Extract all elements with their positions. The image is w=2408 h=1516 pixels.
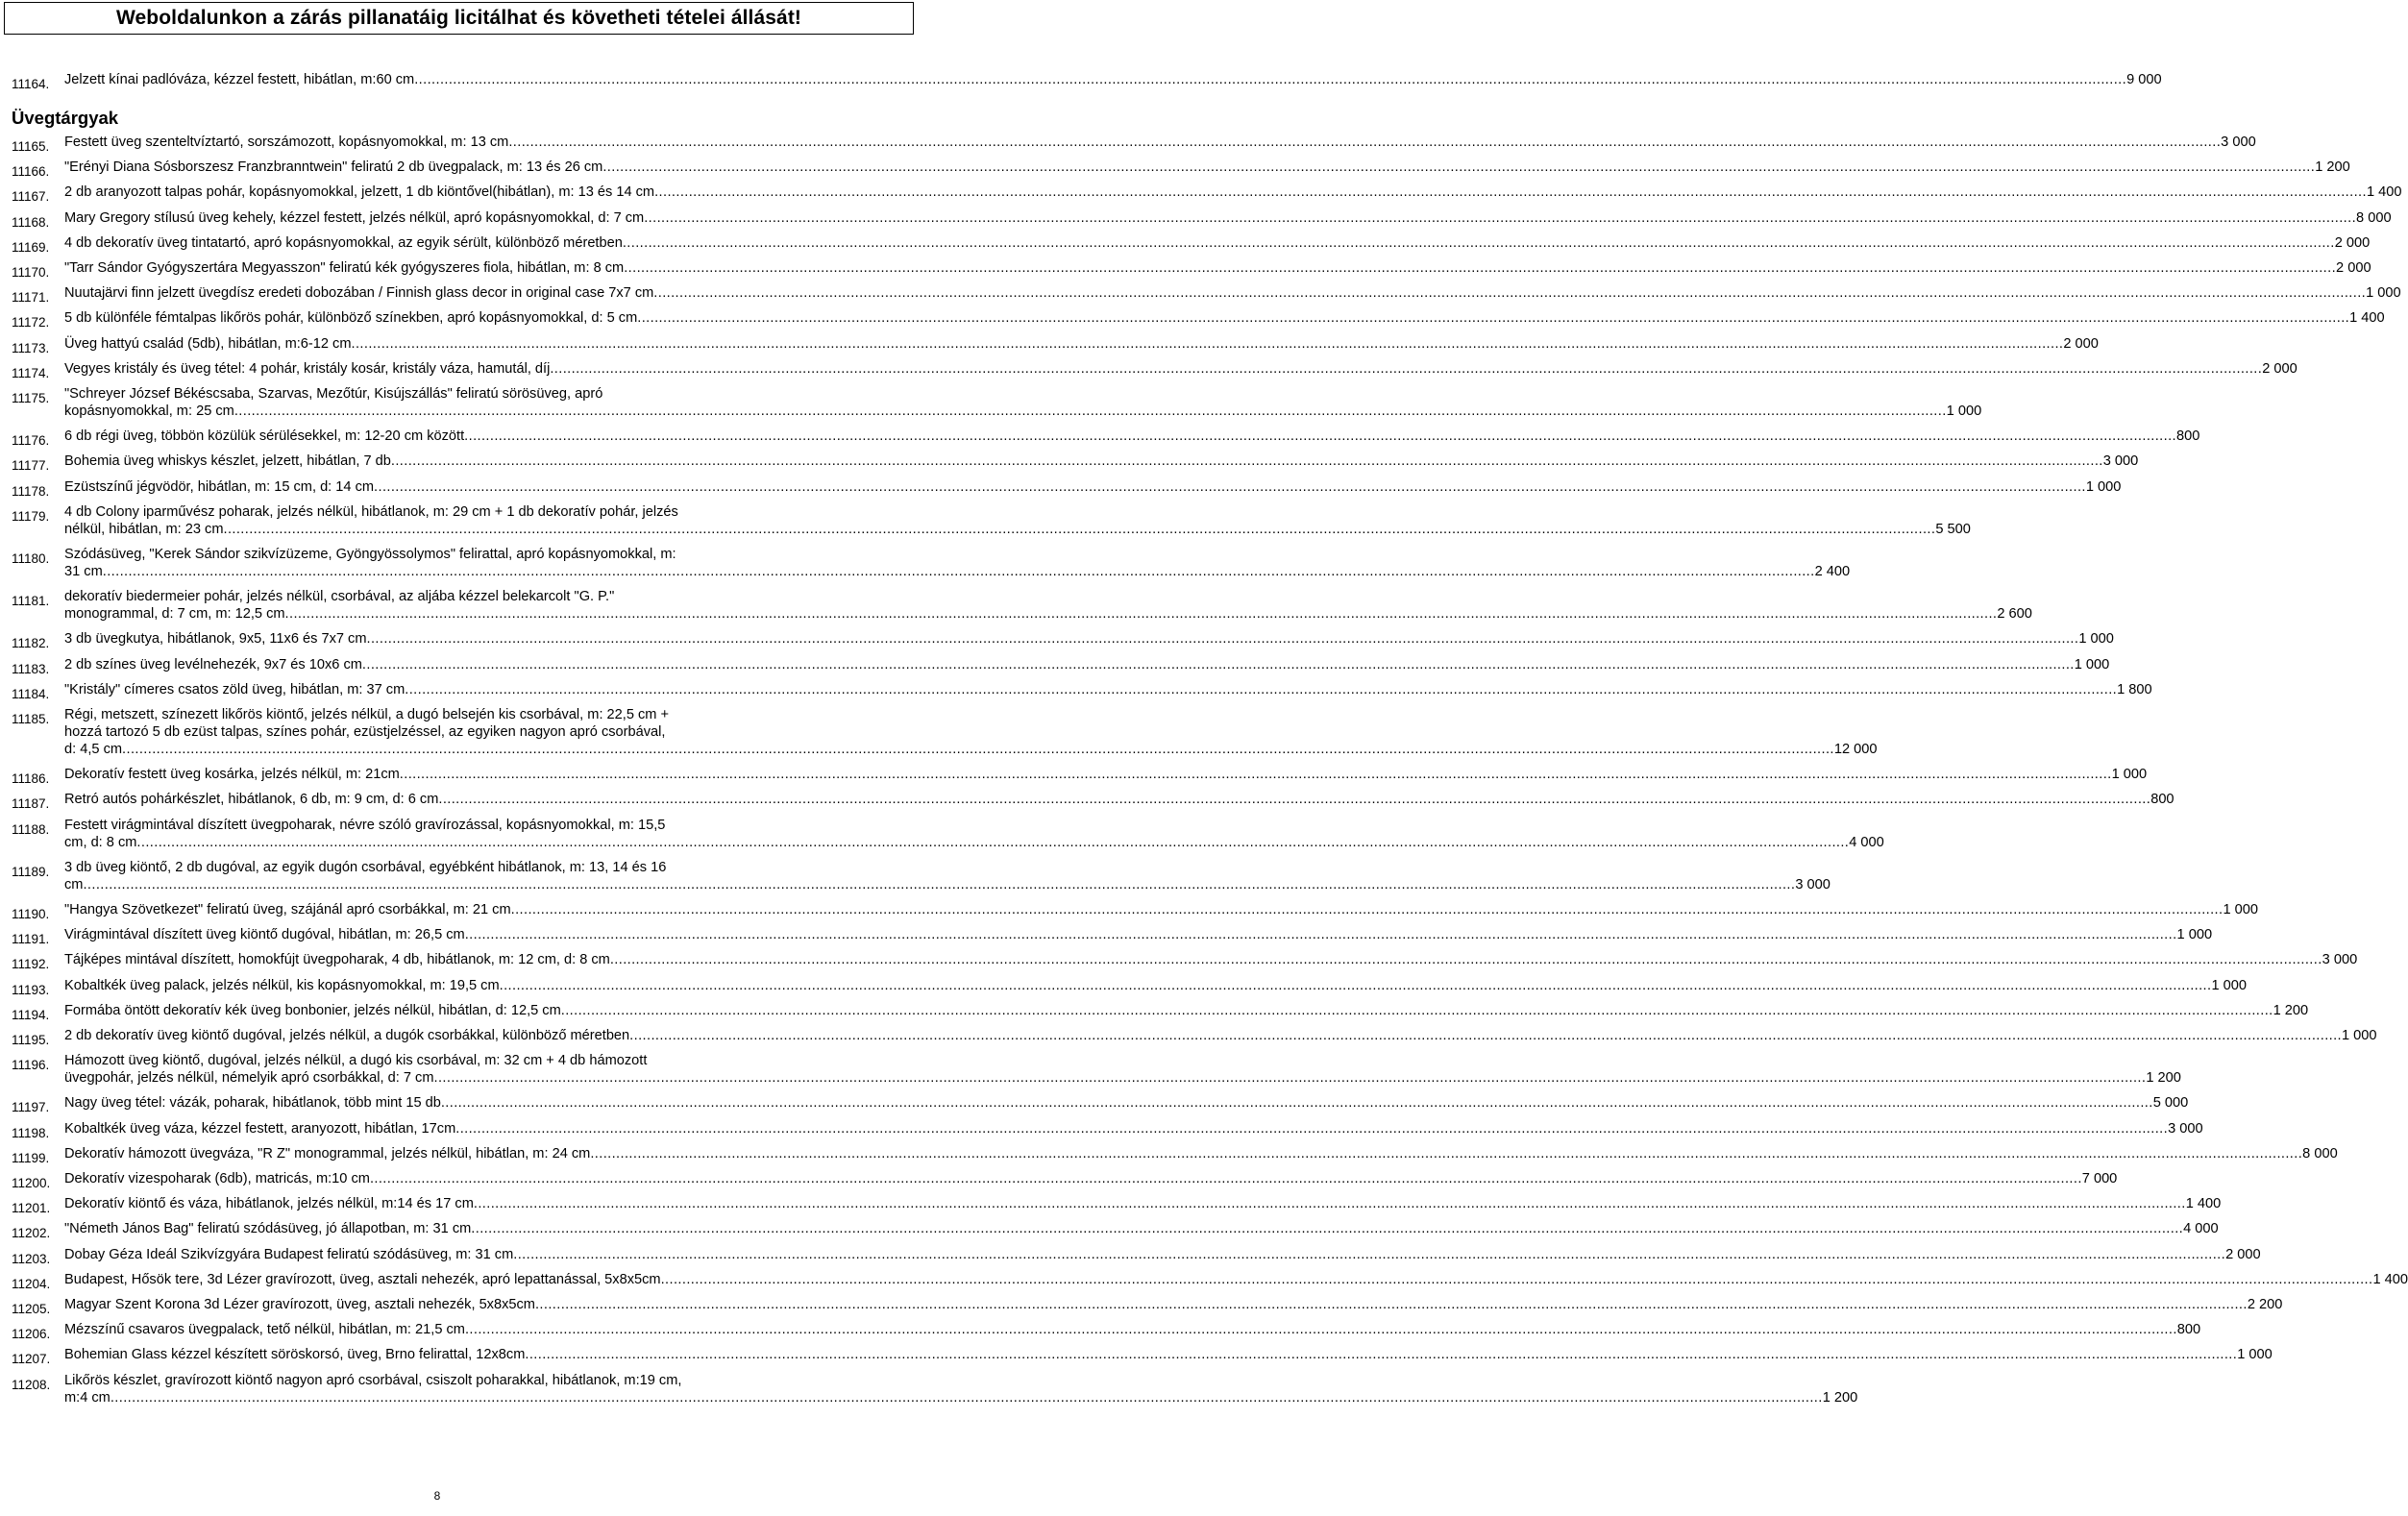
item-price: 2 200 [2247, 1297, 2283, 1312]
item-price: 1 000 [2211, 977, 2247, 993]
item-price: 3 000 [1795, 876, 1831, 892]
item-number: 11201. [12, 1201, 51, 1216]
item-price: 1 000 [2176, 927, 2213, 943]
item-price: 3 000 [2168, 1120, 2203, 1137]
leader-dots: ................................................................................................................................................................................................................................................................................................................................................................................................................ [433, 1070, 2147, 1087]
leader-dots: ................................................................................................................................................................................................................................................................................................................................................................................................................ [369, 1171, 2082, 1186]
item-number: 11166. [12, 164, 50, 180]
item-text: nélkül, hibátlan, m: 23 cm [64, 521, 224, 537]
leader-dots: ................................................................................................................................................................................................................................................................................................................................................................................................................ [464, 927, 2177, 943]
item-number: 11189. [12, 864, 50, 879]
item-description [64, 183, 2402, 201]
item-number: 11205. [12, 1302, 51, 1316]
item-price: 2 000 [2063, 335, 2099, 352]
item-price: 1 400 [2349, 310, 2385, 327]
item-price: 1 000 [2366, 285, 2401, 302]
item-number: 11173. [12, 340, 50, 355]
item-price: 2 000 [2334, 234, 2371, 251]
item-price: 1 400 [2185, 1196, 2222, 1212]
item-description [64, 335, 2099, 353]
item-number: 11184. [12, 686, 50, 701]
item-description [64, 901, 2258, 918]
item-number: 11179. [12, 508, 50, 524]
item-price: 8 000 [2302, 1145, 2338, 1161]
item-text: cm, d: 8 cm [64, 834, 137, 850]
item-number: 11177. [12, 458, 50, 474]
item-price: 12 000 [1833, 742, 1878, 757]
item-price: 1 200 [2315, 159, 2350, 176]
item-number: 11193. [12, 982, 50, 997]
item-text: dekoratív biedermeier pohár, jelzés nélkül, csorbával, az aljába kézzel belekarcolt "G. P." [64, 589, 615, 605]
item-price: 1 200 [2146, 1070, 2181, 1087]
item-text: Kobaltkék üveg váza, kézzel festett, aranyozott, hibátlan, 17cm [64, 1120, 456, 1137]
item-text: 2 db dekoratív üveg kiöntő dugóval, jelzés nélkül, a dugók csorbákkal, különböző méretben [64, 1028, 630, 1043]
item-description [64, 1271, 2408, 1288]
item-price: 1 200 [1822, 1389, 1858, 1406]
leader-dots: ................................................................................................................................................................................................................................................................................................................................................................................................................ [464, 1322, 2177, 1338]
item-description [64, 1120, 2203, 1137]
item-number: 11167. [12, 189, 50, 205]
item-number: 11171. [12, 290, 50, 306]
item-description [64, 259, 2371, 277]
item-description [64, 706, 1878, 758]
item-text: Formába öntött dekoratív kék üveg bonbonier, jelzés nélkül, hibátlan, d: 12,5 cm [64, 1002, 561, 1018]
item-text: "Kristály" címeres csatos zöld üveg, hibátlan, m: 37 cm [64, 681, 405, 697]
item-text: cm [64, 876, 84, 892]
item-description [64, 951, 2358, 968]
item-description [64, 1002, 2309, 1019]
leader-dots: ................................................................................................................................................................................................................................................................................................................................................................................................................ [438, 792, 2151, 808]
item-description [64, 926, 2213, 943]
item-description [64, 360, 2297, 378]
leader-dots: ................................................................................................................................................................................................................................................................................................................................................................................................................ [374, 478, 2086, 495]
item-price: 1 000 [2111, 767, 2148, 783]
item-description [64, 385, 1982, 420]
item-price: 800 [2176, 1322, 2201, 1338]
item-description [64, 681, 2152, 698]
item-description [64, 452, 2139, 470]
item-text: Festett üveg szenteltvíztartó, sorszámozott, kopásnyomokkal, m: 13 cm [64, 134, 509, 150]
leader-dots: ................................................................................................................................................................................................................................................................................................................................................................................................................ [534, 1297, 2248, 1312]
banner-title: Weboldalunkon a zárás pillanatáig licitálhat és követheti tételei állását! [115, 7, 802, 29]
item-price: 1 200 [2273, 1002, 2309, 1018]
item-number: 11183. [12, 661, 50, 676]
item-price: 1 400 [2372, 1271, 2408, 1287]
item-number: 11195. [12, 1033, 50, 1047]
item-text: 2 db színes üveg levélnehezék, 9x7 és 10x6 cm [64, 656, 362, 672]
item-description [64, 630, 2114, 648]
item-description [64, 1220, 2219, 1237]
leader-dots: ................................................................................................................................................................................................................................................................................................................................................................................................................ [110, 1389, 1823, 1406]
item-text: "Tarr Sándor Gyógyszertára Megyasszon" feliratú kék gyógyszeres fiola, hibátlan, m: 8 cm [64, 260, 625, 276]
item-number: 11192. [12, 957, 50, 972]
item-number: 11186. [12, 771, 50, 787]
item-text: 3 db üvegkutya, hibátlanok, 9x5, 11x6 és 7x7 cm [64, 631, 367, 648]
item-description [64, 1195, 2222, 1212]
item-text: d: 4,5 cm [64, 742, 123, 757]
item-description [64, 656, 2110, 673]
leader-dots: ................................................................................................................................................................................................................................................................................................................................................................................................................ [629, 1028, 2343, 1043]
item-description [64, 1094, 2189, 1112]
leader-dots: ................................................................................................................................................................................................................................................................................................................................................................................................................ [440, 1095, 2153, 1112]
item-number: 11182. [12, 636, 50, 651]
item-description [64, 1027, 2377, 1044]
item-description [64, 1372, 1858, 1406]
item-text: Nagy üveg tétel: vázák, poharak, hibátlanok, több mint 15 db [64, 1095, 441, 1112]
leader-dots: ................................................................................................................................................................................................................................................................................................................................................................................................................ [405, 681, 2118, 697]
item-text: Jelzett kínai padlóváza, kézzel festett, hibátlan, m:60 cm [64, 72, 415, 87]
item-description [64, 766, 2148, 783]
item-number: 11185. [12, 712, 50, 726]
item-number: 11202. [12, 1226, 51, 1241]
leader-dots: ................................................................................................................................................................................................................................................................................................................................................................................................................ [464, 428, 2176, 445]
item-text: 6 db régi üveg, többön közülük sérülésekkel, m: 12-20 cm között [64, 428, 465, 445]
item-number: 11169. [12, 239, 50, 255]
item-text: 4 db Colony iparművész poharak, jelzés nélkül, hibátlanok, m: 29 cm + 1 db dekoratív pohár, jelzés [64, 503, 678, 520]
item-text: 2 db aranyozott talpas pohár, kopásnyomokkal, jelzett, 1 db kiöntővel(hibátlan), m: 13 és 14 cm [64, 184, 655, 201]
item-text: Bohemia üveg whiskys készlet, jelzett, hibátlan, 7 db [64, 453, 391, 470]
item-text: Szódásüveg, "Kerek Sándor szikvízüzeme, Gyöngyössolymos" felirattal, apró kopásnyomokkal, m: [64, 547, 676, 562]
item-text: Dekoratív vizespoharak (6db), matricás, m:10 cm [64, 1171, 370, 1186]
item-price: 9 000 [2126, 72, 2162, 87]
item-number: 11198. [12, 1125, 50, 1140]
item-price: 1 000 [2078, 631, 2114, 648]
item-description [64, 1296, 2283, 1313]
leader-dots: ................................................................................................................................................................................................................................................................................................................................................................................................................ [473, 1196, 2186, 1212]
item-text: Üveg hattyú család (5db), hibátlan, m:6-12 cm [64, 335, 352, 352]
item-price: 1 000 [1946, 403, 1982, 419]
item-text: kopásnyomokkal, m: 25 cm [64, 403, 234, 419]
item-description [64, 503, 1971, 538]
item-text: Virágmintával díszített üveg kiöntő dugóval, hibátlan, m: 26,5 cm [64, 927, 465, 943]
item-number: 11194. [12, 1007, 50, 1022]
item-price: 2 000 [2225, 1246, 2261, 1262]
item-description [64, 234, 2371, 252]
item-description [64, 1321, 2201, 1338]
leader-dots: ................................................................................................................................................................................................................................................................................................................................................................................................................ [525, 1347, 2238, 1363]
leader-dots: ................................................................................................................................................................................................................................................................................................................................................................................................................ [233, 403, 1947, 419]
item-number: 11176. [12, 433, 50, 449]
leader-dots: ................................................................................................................................................................................................................................................................................................................................................................................................................ [136, 834, 1850, 850]
item-number: 11180. [12, 551, 50, 566]
leader-dots: ................................................................................................................................................................................................................................................................................................................................................................................................................ [602, 159, 2316, 176]
item-number: 11175. [12, 391, 50, 405]
item-price: 1 000 [2342, 1028, 2377, 1043]
item-text: hozzá tartozó 5 db ezüst talpas, színes pohár, ezüstjelzéssel, az egyiken nagyon apró csorbával, [64, 724, 666, 740]
item-price: 7 000 [2081, 1171, 2118, 1186]
item-text: "Schreyer József Békéscsaba, Szarvas, Mezőtúr, Kisújszállás" feliratú sörösüveg, apró [64, 386, 603, 402]
item-price: 1 800 [2117, 681, 2152, 697]
item-description [64, 209, 2392, 227]
item-number: 11200. [12, 1176, 51, 1190]
item-text: 4 db dekoratív üveg tintatartó, apró kopásnyomokkal, az egyik sérült, különböző méretben [64, 234, 623, 251]
item-number: 11181. [12, 594, 50, 609]
item-text: Mary Gregory stílusú üveg kehely, kézzel festett, jelzés nélkül, apró kopásnyomokkal, d: 7 cm [64, 209, 645, 226]
leader-dots: ................................................................................................................................................................................................................................................................................................................................................................................................................ [351, 335, 2064, 352]
leader-dots: ................................................................................................................................................................................................................................................................................................................................................................................................................ [654, 184, 2367, 201]
leader-dots: ................................................................................................................................................................................................................................................................................................................................................................................................................ [399, 767, 2112, 783]
item-number: 11164. [12, 77, 50, 91]
item-text: Dekoratív kiöntő és váza, hibátlanok, jelzés nélkül, m:14 és 17 cm [64, 1196, 474, 1212]
leader-dots: ................................................................................................................................................................................................................................................................................................................................................................................................................ [390, 453, 2103, 470]
section-title: Üvegtárgyak [12, 108, 119, 128]
leader-dots: ................................................................................................................................................................................................................................................................................................................................................................................................................ [510, 902, 2224, 917]
item-price: 5 500 [1935, 521, 1971, 537]
leader-dots: ................................................................................................................................................................................................................................................................................................................................................................................................................ [284, 606, 1998, 623]
item-text: "Erényi Diana Sósborszesz Franzbranntwein" feliratú 2 db üvegpalack, m: 13 és 26 cm [64, 159, 603, 176]
item-text: 5 db különféle fémtalpas likőrös pohár, különböző színekben, apró kopásnyomokkal, d: 5 cm [64, 310, 638, 327]
leader-dots: ................................................................................................................................................................................................................................................................................................................................................................................................................ [644, 209, 2357, 226]
item-text: Nuutajärvi finn jelzett üvegdísz eredeti dobozában / Finnish glass decor in original case 7x7 cm [64, 285, 654, 302]
item-text: Bohemian Glass kézzel készített söröskorsó, üveg, Brno felirattal, 12x8cm [64, 1347, 526, 1363]
item-text: Vegyes kristály és üveg tétel: 4 pohár, kristály kosár, kristály váza, hamutál, díj [64, 360, 551, 377]
item-price: 800 [2176, 428, 2200, 445]
leader-dots: ................................................................................................................................................................................................................................................................................................................................................................................................................ [366, 631, 2079, 648]
item-description [64, 817, 1884, 851]
item-description [64, 71, 2162, 88]
leader-dots: ................................................................................................................................................................................................................................................................................................................................................................................................................ [455, 1120, 2169, 1137]
leader-dots: ................................................................................................................................................................................................................................................................................................................................................................................................................ [653, 285, 2367, 302]
item-description [64, 428, 2200, 445]
item-description [64, 1170, 2118, 1187]
item-description [64, 546, 1851, 580]
item-text: 31 cm [64, 564, 103, 579]
item-price: 5 000 [2152, 1095, 2189, 1112]
item-text: Retró autós pohárkészlet, hibátlanok, 6 db, m: 9 cm, d: 6 cm [64, 792, 439, 808]
item-text: "Hangya Szövetkezet" feliratú üveg, szájánál apró csorbákkal, m: 21 cm [64, 902, 511, 917]
item-number: 11199. [12, 1150, 50, 1165]
item-text: m:4 cm [64, 1389, 111, 1406]
item-text: Kobaltkék üveg palack, jelzés nélkül, kis kopásnyomokkal, m: 19,5 cm [64, 977, 500, 993]
item-price: 8 000 [2356, 209, 2392, 226]
item-price: 4 000 [2183, 1221, 2219, 1237]
item-number: 11174. [12, 365, 50, 380]
item-description [64, 159, 2350, 176]
item-text: 3 db üveg kiöntő, 2 db dugóval, az egyik dugón csorbával, egyébként hibátlanok, m: 13, 14 és 16 [64, 859, 667, 875]
item-text: Magyar Szent Korona 3d Lézer gravírozott, üveg, asztali nehezék, 5x8x5cm [64, 1297, 535, 1312]
leader-dots: ................................................................................................................................................................................................................................................................................................................................................................................................................ [102, 564, 1815, 579]
item-price: 2 000 [2262, 360, 2297, 377]
item-number: 11170. [12, 265, 50, 280]
leader-dots: ................................................................................................................................................................................................................................................................................................................................................................................................................ [471, 1221, 2184, 1237]
item-price: 800 [2150, 792, 2175, 808]
item-number: 11178. [12, 483, 50, 499]
item-price: 1 000 [2237, 1347, 2273, 1363]
item-price: 3 000 [2221, 134, 2256, 150]
item-price: 3 000 [2102, 453, 2139, 470]
item-text: Dekoratív hámozott üvegváza, "R Z" monogrammal, jelzés nélkül, hibátlan, m: 24 cm [64, 1145, 591, 1161]
item-text: Dobay Géza Ideál Szikvízgyára Budapest feliratú szódásüveg, m: 31 cm [64, 1246, 514, 1262]
item-number: 11206. [12, 1327, 51, 1342]
item-description [64, 1052, 2181, 1087]
leader-dots: ................................................................................................................................................................................................................................................................................................................................................................................................................ [637, 310, 2350, 327]
leader-dots: ................................................................................................................................................................................................................................................................................................................................................................................................................ [609, 952, 2322, 968]
leader-dots: ................................................................................................................................................................................................................................................................................................................................................................................................................ [513, 1246, 2226, 1262]
leader-dots: ................................................................................................................................................................................................................................................................................................................................................................................................................ [624, 260, 2337, 276]
leader-dots: ................................................................................................................................................................................................................................................................................................................................................................................................................ [83, 876, 1796, 892]
item-price: 1 000 [2223, 902, 2258, 917]
item-price: 1 000 [2074, 656, 2110, 672]
item-text: Budapest, Hősök tere, 3d Lézer gravírozott, üveg, asztali nehezék, apró lepattanással, 5x8x5cm [64, 1271, 661, 1287]
item-text: Hámozott üveg kiöntő, dugóval, jelzés nélkül, a dugó kis csorbával, m: 32 cm + 4 db hámozott [64, 1053, 648, 1069]
item-description [64, 859, 1831, 893]
item-text: Ezüstszínű jégvödör, hibátlan, m: 15 cm, d: 14 cm [64, 478, 375, 495]
item-description [64, 977, 2247, 994]
leader-dots: ................................................................................................................................................................................................................................................................................................................................................................................................................ [122, 742, 1834, 757]
item-price: 1 400 [2366, 184, 2402, 201]
item-number: 11197. [12, 1100, 50, 1115]
item-text: monogrammal, d: 7 cm, m: 12,5 cm [64, 606, 285, 623]
item-price: 3 000 [2322, 952, 2358, 968]
item-number: 11208. [12, 1377, 51, 1392]
item-description [64, 1346, 2273, 1363]
item-text: üvegpohár, jelzés nélkül, némelyik apró csorbákkal, d: 7 cm [64, 1070, 434, 1087]
item-description [64, 1246, 2261, 1263]
item-price: 2 600 [1997, 606, 2032, 623]
leader-dots: ................................................................................................................................................................................................................................................................................................................................................................................................................ [414, 72, 2127, 87]
item-number: 11188. [12, 821, 50, 837]
item-number: 11190. [12, 907, 50, 921]
item-number: 11207. [12, 1352, 51, 1367]
item-description [64, 309, 2385, 327]
item-number: 11191. [12, 932, 50, 947]
item-text: Tájképes mintával díszített, homokfújt üvegpoharak, 4 db, hibátlanok, m: 12 cm, d: 8 cm [64, 952, 610, 968]
leader-dots: ................................................................................................................................................................................................................................................................................................................................................................................................................ [590, 1145, 2303, 1161]
item-text: "Németh János Bag" feliratú szódásüveg, jó állapotban, m: 31 cm [64, 1221, 472, 1237]
item-description [64, 478, 2122, 496]
item-description [64, 134, 2256, 151]
leader-dots: ................................................................................................................................................................................................................................................................................................................................................................................................................ [499, 977, 2212, 993]
item-text: Likőrös készlet, gravírozott kiöntő nagyon apró csorbával, csiszolt poharakkal, hibátlanok, m:19 cm, [64, 1372, 682, 1388]
leader-dots: ................................................................................................................................................................................................................................................................................................................................................................................................................ [508, 134, 2222, 150]
page-number: 8 [433, 1489, 441, 1503]
item-number: 11172. [12, 315, 50, 330]
leader-dots: ................................................................................................................................................................................................................................................................................................................................................................................................................ [622, 234, 2335, 251]
item-description [64, 588, 2032, 623]
leader-dots: ................................................................................................................................................................................................................................................................................................................................................................................................................ [560, 1002, 2273, 1018]
item-number: 11196. [12, 1058, 50, 1073]
item-price: 1 000 [2085, 478, 2122, 495]
item-number: 11203. [12, 1251, 51, 1266]
item-description [64, 284, 2401, 302]
item-description [64, 1145, 2338, 1162]
item-price: 2 000 [2336, 260, 2371, 276]
item-price: 2 400 [1814, 564, 1851, 579]
item-text: Dekoratív festett üveg kosárka, jelzés nélkül, m: 21cm [64, 767, 400, 783]
leader-dots: ................................................................................................................................................................................................................................................................................................................................................................................................................ [223, 521, 1936, 537]
item-text: Régi, metszett, színezett likőrös kiöntő, jelzés nélkül, a dugó belsején kis csorbával, m: 22,5 cm + [64, 707, 670, 722]
leader-dots: ................................................................................................................................................................................................................................................................................................................................................................................................................ [660, 1271, 2373, 1287]
leader-dots: ................................................................................................................................................................................................................................................................................................................................................................................................................ [361, 656, 2075, 672]
item-number: 11168. [12, 214, 50, 230]
item-text: Festett virágmintával díszített üvegpoharak, névre szóló gravírozással, kopásnyomokkal, m: 15,5 [64, 817, 666, 833]
item-text: Mézszínű csavaros üvegpalack, tető nélkül, hibátlan, m: 21,5 cm [64, 1322, 465, 1338]
item-number: 11165. [12, 139, 50, 154]
item-description [64, 791, 2175, 808]
item-number: 11204. [12, 1276, 51, 1291]
item-number: 11187. [12, 796, 50, 812]
item-price: 4 000 [1849, 834, 1884, 850]
leader-dots: ................................................................................................................................................................................................................................................................................................................................................................................................................ [550, 360, 2263, 377]
